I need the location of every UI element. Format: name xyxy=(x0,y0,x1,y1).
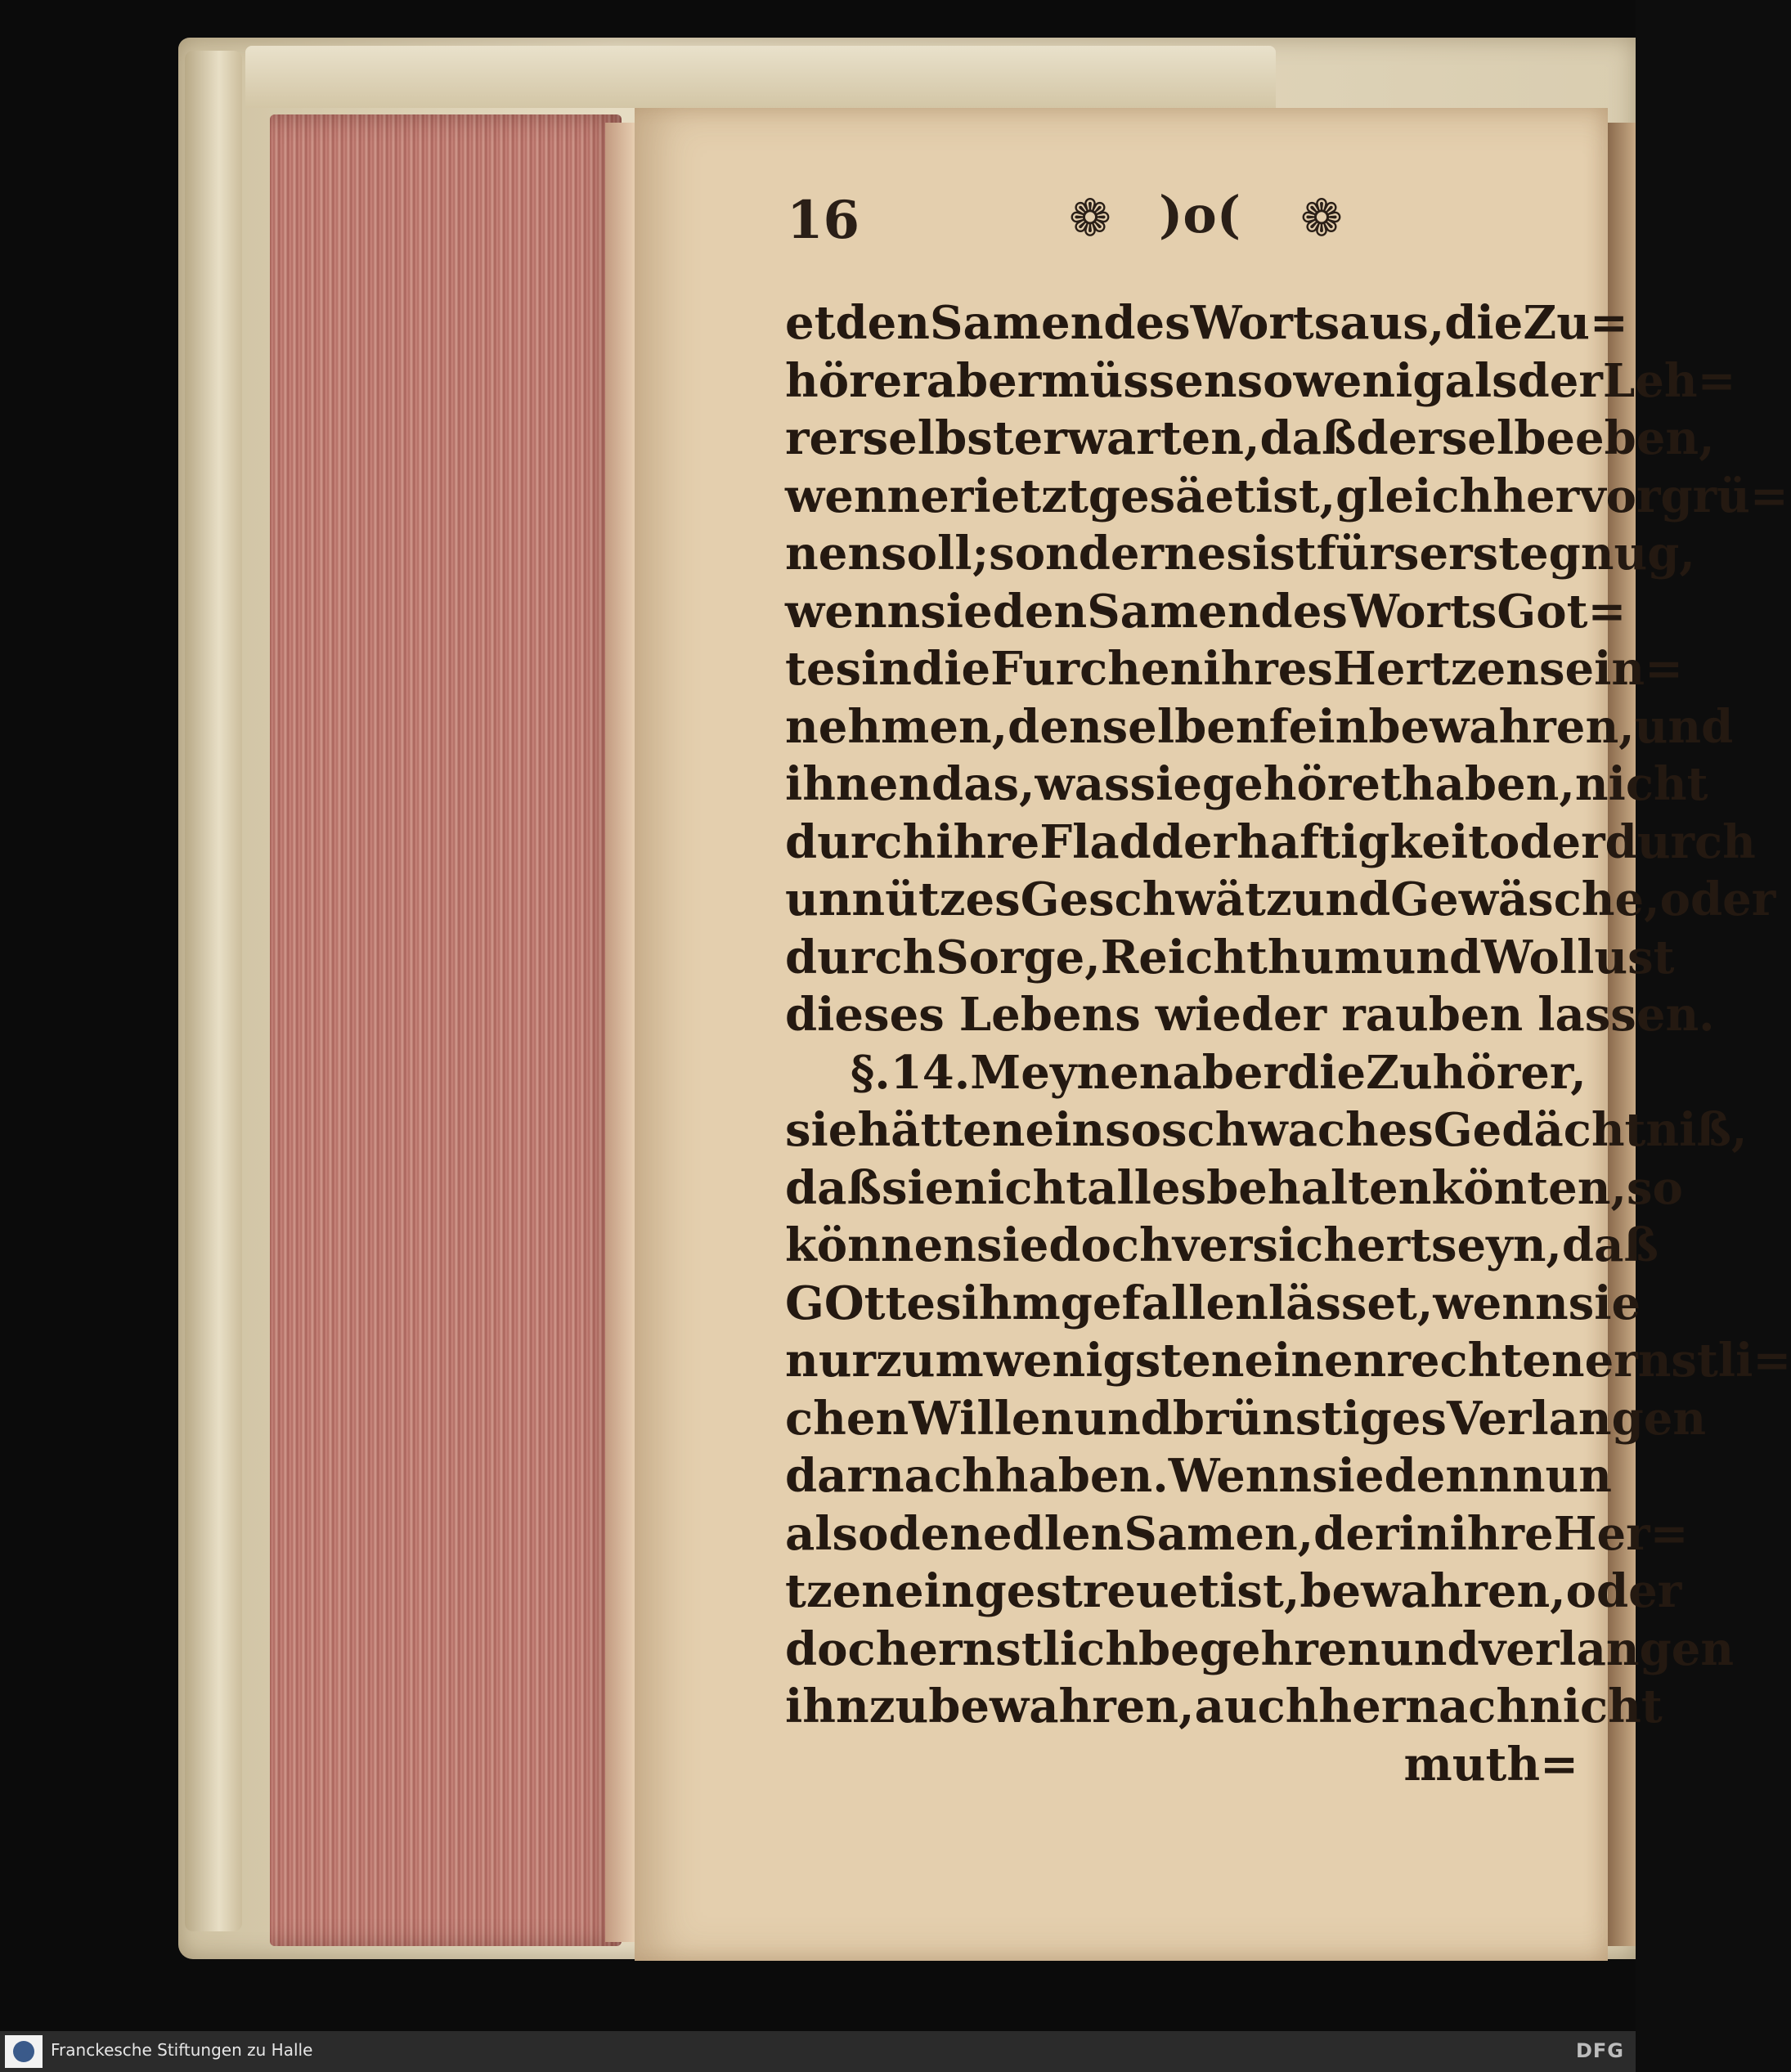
text-line: können sie doch versichert seyn, daß xyxy=(785,1218,1659,1272)
text-line: hörer aber müssen so wenig als der Leh= xyxy=(785,353,1736,408)
text-line: tzen eingestreuet ist, bewahren, oder xyxy=(785,1564,1682,1618)
text-line: doch ernstlich begehren und verlangen xyxy=(785,1621,1735,1676)
text-line: nen soll; sondern es ist fürs erste gnug, xyxy=(785,527,1695,581)
text-line: ihnen das, was sie gehöret haben, nicht xyxy=(785,757,1708,811)
text-line: also den edlen Samen, der in ihre Her= xyxy=(785,1506,1689,1561)
text-line: ihn zu bewahren, auch hernach nicht xyxy=(785,1680,1663,1733)
ornament-middle: )o( xyxy=(1159,185,1241,244)
institution-name: Franckesche Stiftungen zu Halle xyxy=(51,2040,313,2060)
cover-fold xyxy=(185,51,242,1931)
page-header xyxy=(787,185,1376,255)
text-line: unnützes Geschwätz und Gewäsche, oder xyxy=(785,872,1776,926)
text-line: durch Sorge, Reichthum und Wollust xyxy=(785,930,1675,984)
catchword: muth= xyxy=(1403,1737,1578,1792)
text-line: §. 14. Meynen aber die Zuhörer, xyxy=(851,1045,1587,1100)
text-line: et den Samen des Worts aus, die Zu= xyxy=(785,296,1628,350)
text-line: wenn sie den Samen des Worts Got= xyxy=(785,584,1627,639)
ornament-left-icon: ❁ xyxy=(1069,188,1111,248)
text-line: darnach haben. Wenn sie denn nun xyxy=(785,1449,1612,1503)
text-line: wenn er ietzt gesäet ist, gleich hervorgrü= xyxy=(785,469,1789,523)
text-line: chen Willen und brünstiges Verlangen xyxy=(785,1391,1707,1446)
text-line: dieses Lebens wieder rauben lassen. xyxy=(785,988,1715,1042)
text-line: rer selbst erwarten, daß derselbe eben, xyxy=(785,411,1715,465)
text-line: durch ihre Fladderhaftigkeit oder durch xyxy=(785,814,1756,869)
dfg-badge: DFG xyxy=(1575,2039,1624,2062)
cover-top-edge xyxy=(245,46,1276,108)
text-line: daß sie nicht alles behalten könten, so xyxy=(785,1160,1683,1215)
red-page-edges xyxy=(270,114,622,1946)
text-line: nehmen, denselben fein bewahren, und xyxy=(785,699,1734,754)
page-number: 16 xyxy=(787,190,860,251)
viewer-footer xyxy=(0,2031,1636,2072)
text-line: tes in die Furchen ihres Hertzens ein= xyxy=(785,642,1684,696)
text-line: GOtt es ihm gefallen lässet, wenn sie xyxy=(785,1276,1641,1330)
gutter xyxy=(605,123,635,1942)
text-line: nur zum wenigsten einen rechten ernstli= xyxy=(785,1334,1791,1388)
text-line: sie hätten ein so schwaches Gedächtniß, xyxy=(785,1103,1748,1157)
ornament-right-icon: ❁ xyxy=(1300,188,1343,248)
institution-logo-icon[interactable] xyxy=(5,2035,43,2068)
page-body-text xyxy=(785,294,1791,1793)
